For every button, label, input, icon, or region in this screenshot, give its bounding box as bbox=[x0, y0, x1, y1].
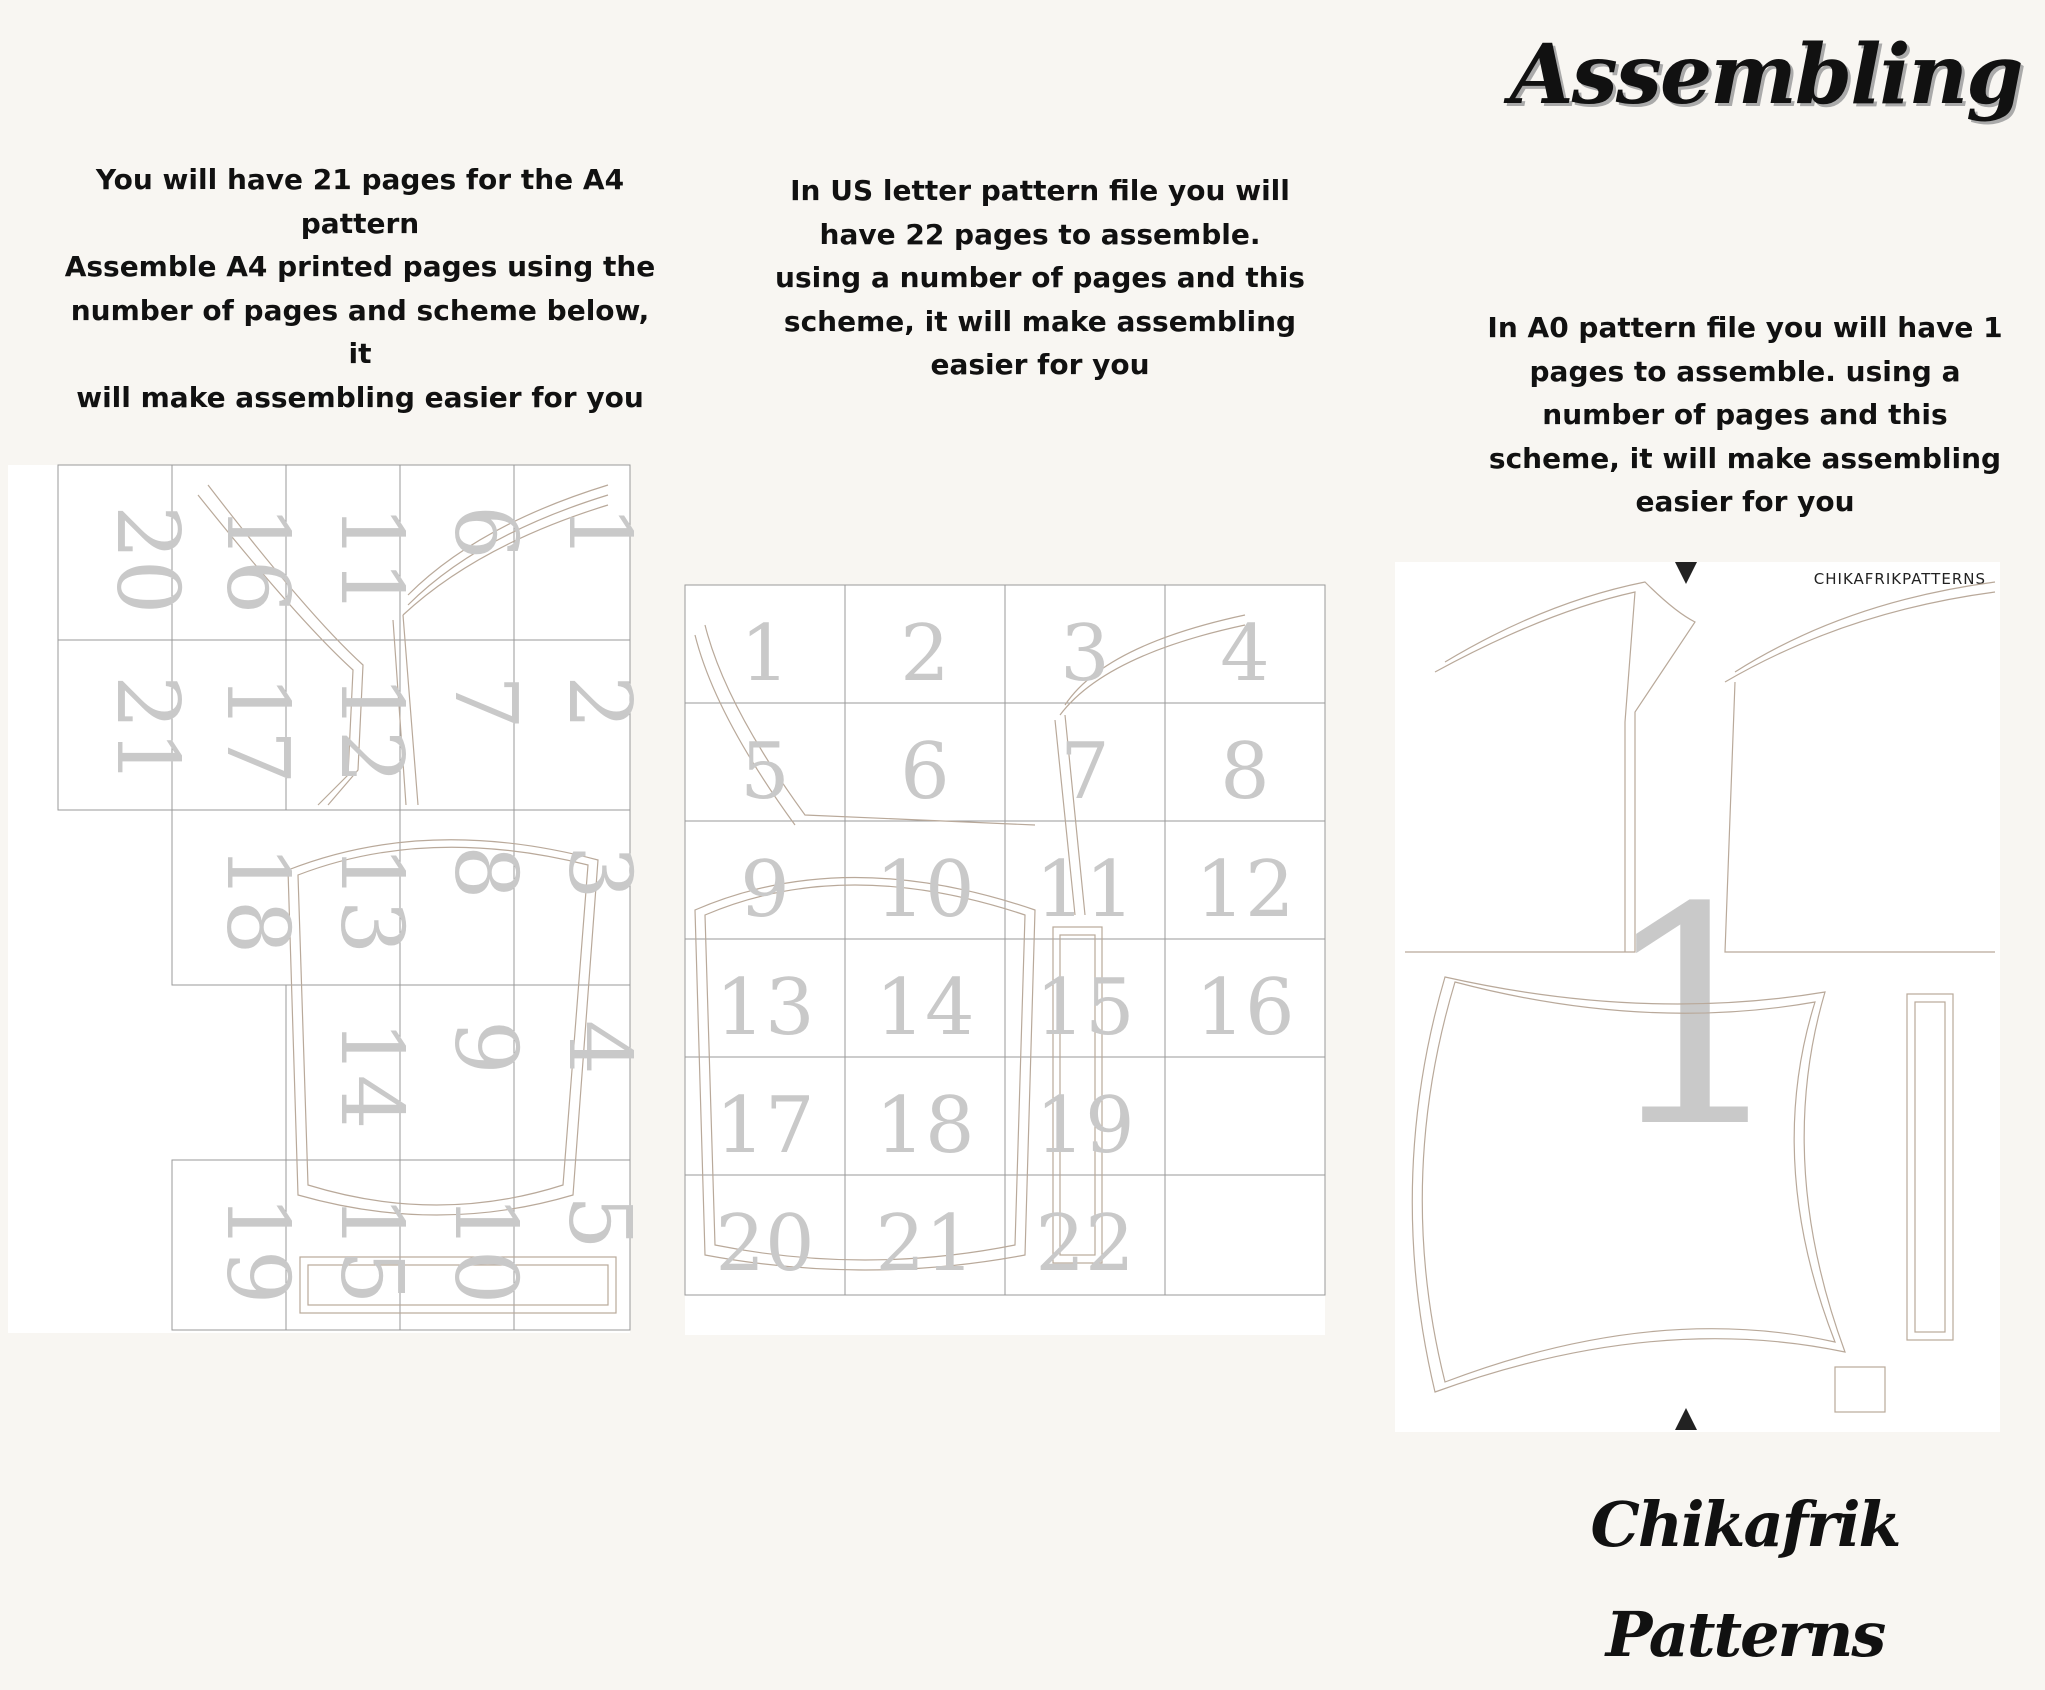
us-desc-line: easier for you bbox=[930, 348, 1150, 381]
a4-page-number: 9 bbox=[435, 1020, 535, 1075]
a0-desc-line: number of pages and this bbox=[1542, 398, 1948, 431]
us-page-number: 9 bbox=[740, 845, 790, 935]
us-page-number: 2 bbox=[900, 609, 950, 699]
a4-description bbox=[60, 158, 660, 419]
a0-layout-svg bbox=[1395, 562, 2000, 1432]
a4-page-number: 6 bbox=[435, 505, 535, 560]
a4-desc-line: number of pages and scheme below, it bbox=[70, 293, 650, 370]
us-letter-pattern-layout bbox=[685, 585, 1325, 1335]
us-page-number: 16 bbox=[1195, 963, 1295, 1053]
us-page-number: 18 bbox=[875, 1081, 975, 1171]
us-page-number: 4 bbox=[1220, 609, 1270, 699]
us-pattern-pieces bbox=[695, 615, 1245, 1270]
assembling-heading: Assembling bbox=[1510, 27, 2022, 123]
us-desc-line: have 22 pages to assemble. bbox=[819, 217, 1261, 251]
a4-desc-line: You will have 21 pages for the A4 bbox=[95, 163, 625, 196]
a4-page-number: 17 bbox=[207, 675, 307, 785]
top-alignment-marker-icon bbox=[1675, 562, 1697, 584]
us-page-number: 3 bbox=[1060, 609, 1110, 699]
a0-brand-tag: CHIKAFRIKPATTERNS bbox=[1813, 570, 1986, 588]
a4-page-number: 15 bbox=[321, 1195, 421, 1305]
a4-page-number: 13 bbox=[321, 845, 421, 955]
bottom-alignment-marker-icon bbox=[1675, 1408, 1697, 1430]
us-page-number: 7 bbox=[1060, 727, 1110, 817]
us-page-number: 19 bbox=[1035, 1081, 1135, 1171]
a4-page-number: 8 bbox=[435, 845, 535, 900]
us-letter-layout-svg bbox=[685, 585, 1325, 1335]
a4-page-number: 14 bbox=[321, 1020, 421, 1130]
a4-page-numbers bbox=[97, 505, 649, 1304]
a4-page-number: 18 bbox=[207, 845, 307, 955]
a4-page-number: 7 bbox=[435, 675, 535, 730]
us-page-number: 22 bbox=[1035, 1199, 1135, 1289]
a4-layout-svg bbox=[8, 465, 649, 1333]
a4-page-number: 21 bbox=[97, 675, 197, 785]
us-desc-line: In US letter pattern file you will bbox=[790, 174, 1290, 207]
a4-page-number: 16 bbox=[207, 505, 307, 615]
us-page-number: 11 bbox=[1035, 845, 1135, 935]
us-page-number: 20 bbox=[715, 1199, 815, 1289]
us-page-number: 13 bbox=[715, 963, 815, 1053]
a0-page-number: 1 bbox=[1599, 844, 1791, 1193]
a4-pattern-layout bbox=[8, 465, 649, 1333]
us-page-number: 1 bbox=[740, 609, 790, 699]
us-desc-line: scheme, it will make assembling bbox=[783, 304, 1297, 338]
a4-page-number: 20 bbox=[97, 505, 197, 615]
a4-desc-line: will make assembling easier for you bbox=[76, 380, 644, 414]
us-letter-description bbox=[740, 169, 1340, 387]
a0-description bbox=[1445, 306, 2045, 524]
a0-desc-line: pages to assemble. using a bbox=[1529, 354, 1961, 388]
brand-signature: Chikafrik Patterns bbox=[1590, 1488, 1900, 1671]
us-page-number: 8 bbox=[1220, 727, 1270, 817]
a4-page-number: 4 bbox=[549, 1020, 649, 1075]
a4-page-number: 5 bbox=[549, 1195, 649, 1250]
a4-page-number: 10 bbox=[435, 1195, 535, 1305]
a4-page-number: 3 bbox=[549, 845, 649, 900]
a4-page-number: 11 bbox=[321, 505, 421, 615]
a0-desc-line: scheme, it will make assembling bbox=[1488, 441, 2002, 475]
us-desc-line: using a number of pages and this bbox=[775, 261, 1305, 294]
us-page-number: 14 bbox=[875, 963, 975, 1053]
us-page-number: 17 bbox=[715, 1081, 815, 1171]
us-page-number: 21 bbox=[875, 1199, 975, 1289]
a4-page-number: 1 bbox=[549, 505, 649, 560]
a4-desc-line: Assemble A4 printed pages using the bbox=[64, 250, 656, 283]
a0-pattern-layout bbox=[1395, 562, 2000, 1432]
a4-desc-line: pattern bbox=[300, 206, 420, 240]
us-page-number: 6 bbox=[900, 727, 950, 817]
a4-page-number: 12 bbox=[321, 675, 421, 785]
a0-desc-line: In A0 pattern file you will have 1 bbox=[1487, 311, 2003, 344]
us-page-number: 10 bbox=[875, 845, 975, 935]
us-page-number: 5 bbox=[740, 727, 790, 817]
a0-desc-line: easier for you bbox=[1635, 485, 1855, 518]
us-page-number: 15 bbox=[1035, 963, 1135, 1053]
us-page-number: 12 bbox=[1195, 845, 1295, 935]
a4-page-number: 2 bbox=[549, 675, 649, 730]
a4-page-number: 19 bbox=[207, 1195, 307, 1305]
